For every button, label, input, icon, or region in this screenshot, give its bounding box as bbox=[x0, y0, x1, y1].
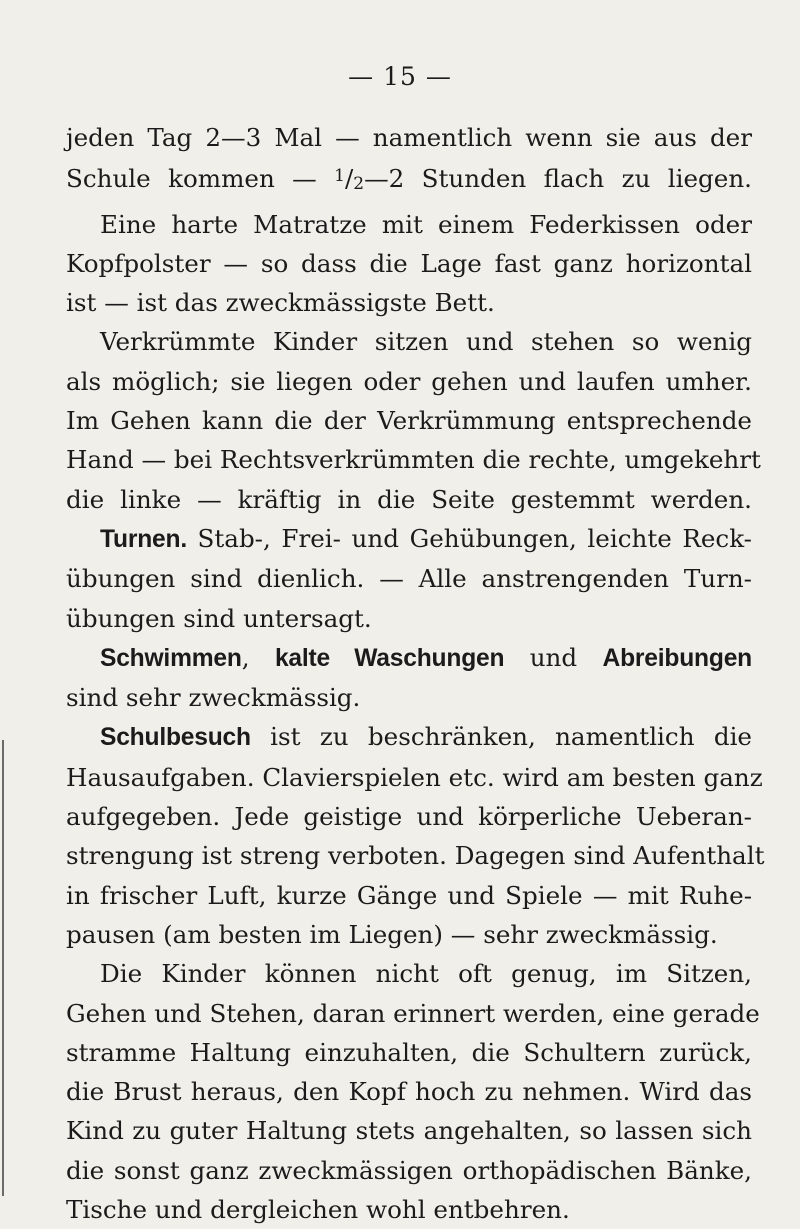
section-heading-schwimmen: Schwimmen bbox=[100, 644, 242, 672]
text-line: in frischer Luft, kurze Gänge und Spiele — mit Ruhe- bbox=[66, 880, 752, 910]
page-number: — 15 — bbox=[348, 62, 452, 91]
text-line: Hand — bei Rechtsverkrümmten die rechte, umgekehrt bbox=[66, 445, 761, 475]
text-line: Schwimmen, kalte Waschungen und Abreibungen bbox=[100, 642, 752, 672]
text-line: sind sehr zweckmässig. bbox=[66, 683, 361, 713]
text-line: jeden Tag 2—3 Mal — namentlich wenn sie aus der bbox=[66, 123, 752, 152]
section-heading-turnen: Turnen. bbox=[100, 525, 187, 553]
text-line: Eine harte Matratze mit einem Federkissen oder bbox=[100, 209, 752, 239]
text-line: als möglich; sie liegen oder gehen und laufen umher. bbox=[66, 366, 752, 396]
text-line: Schulbesuch ist zu beschränken, namentlich die bbox=[100, 722, 752, 752]
text-line: aufgegeben. Jede geistige und körperliche Ueberan- bbox=[66, 802, 752, 832]
page-body bbox=[66, 118, 765, 1229]
text-line: stramme Haltung einzuhalten, die Schultern zurück, bbox=[66, 1037, 752, 1067]
text-line: die sonst ganz zweckmässigen orthopädischen Bänke, bbox=[66, 1155, 752, 1185]
text-line: Tische und dergleichen wohl entbehren. bbox=[66, 1195, 570, 1225]
section-heading-waschungen: kalte Waschungen bbox=[274, 644, 505, 672]
section-heading-schulbesuch: Schulbesuch bbox=[100, 724, 251, 752]
fraction-denominator: 2 bbox=[353, 174, 365, 195]
text-line: übungen sind untersagt. bbox=[66, 603, 372, 633]
text-line: übungen sind dienlich. — Alle anstrengenden Turn- bbox=[66, 564, 752, 594]
text-line: die linke — kräftig in die Seite gestemmt werden. bbox=[66, 484, 752, 514]
text-line: Gehen und Stehen, daran erinnert werden, eine gerade bbox=[66, 998, 760, 1028]
text-line: Hausaufgaben. Clavierspielen etc. wird am besten ganz bbox=[66, 762, 763, 792]
text-line: strengung ist streng verboten. Dagegen sind Aufenthalt bbox=[66, 841, 765, 871]
text-line: Turnen. Stab-, Frei- und Gehübungen, leichte Reck- bbox=[100, 523, 752, 553]
page-edge-line bbox=[2, 740, 4, 1196]
fraction-numerator: 1 bbox=[334, 166, 345, 187]
text-line: die Brust heraus, den Kopf hoch zu nehmen. Wird das bbox=[66, 1077, 752, 1107]
text-line: ist — ist das zweckmässigste Bett. bbox=[66, 288, 495, 318]
text-line: Verkrümmte Kinder sitzen und stehen so wenig bbox=[100, 327, 752, 357]
text-line: Im Gehen kann die der Verkrümmung entsprechende bbox=[66, 406, 752, 436]
section-heading-abreibungen: Abreibungen bbox=[602, 644, 752, 672]
text-line: Kind zu guter Haltung stets angehalten, so lassen sich bbox=[66, 1116, 752, 1146]
text-line: pausen (am besten im Liegen) — sehr zweckmässig. bbox=[66, 919, 718, 949]
text-line: Die Kinder können nicht oft genug, im Sitzen, bbox=[100, 959, 752, 989]
text-line: Kopfpolster — so dass die Lage fast ganz horizontal bbox=[66, 248, 752, 278]
text-line: Schule kommen — $^1$/2—2 Stunden flach zu liegen. bbox=[66, 164, 752, 195]
